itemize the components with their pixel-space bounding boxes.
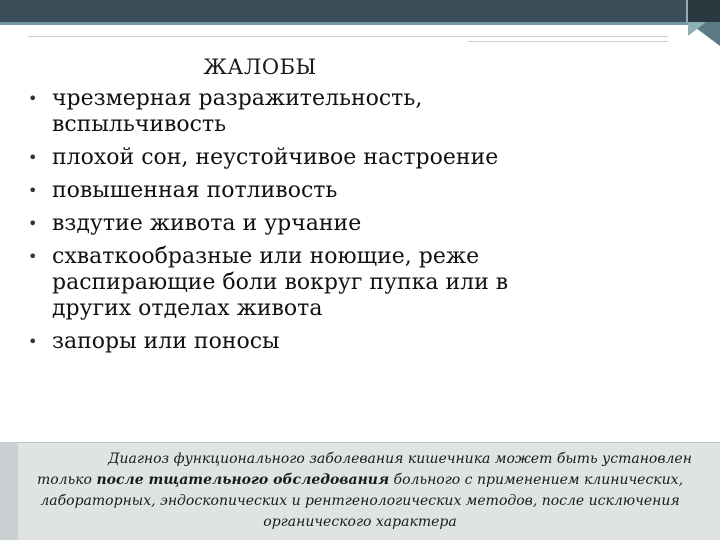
note-text-start: Диагноз функционального заболевания кишечника может быть установлен только [36, 451, 692, 488]
bullet-icon: • [28, 332, 38, 351]
accent-strip [0, 22, 720, 25]
complaints-list [22, 86, 532, 362]
bullet-icon: • [28, 89, 38, 108]
decorative-line [28, 36, 668, 37]
note-text-end: больного с применением клинических, лабораторных, эндоскопических и рентгенологических методов, после исключения органического характера [40, 472, 684, 530]
bullet-icon: • [28, 181, 38, 200]
list-item [22, 86, 532, 138]
top-decorative-band [0, 0, 720, 22]
list-item [22, 145, 532, 171]
list-item [22, 211, 532, 237]
list-item-text: чрезмерная разражительность, вспыльчивость [52, 86, 423, 137]
list-item [22, 178, 532, 204]
list-item-text: вздутие живота и урчание [52, 211, 362, 236]
list-item-text: запоры или поносы [52, 329, 280, 354]
slide-title: ЖАЛОБЫ [203, 55, 317, 79]
list-item-text: схваткообразные или ноющие, реже распирающие боли вокруг пупка или в других отделах живота [52, 244, 509, 321]
bullet-icon: • [28, 214, 38, 233]
diagnosis-note [20, 449, 700, 533]
footer-side-strip [0, 442, 18, 540]
corner-block [688, 0, 720, 22]
decorative-line [468, 41, 668, 42]
bullet-icon: • [28, 148, 38, 167]
list-item [22, 244, 532, 322]
bullet-icon: • [28, 247, 38, 266]
list-item-text: плохой сон, неустойчивое настроение [52, 145, 499, 170]
list-item-text: повышенная потливость [52, 178, 338, 203]
note-emphasis: после тщательного обследования [96, 472, 390, 488]
list-item [22, 329, 532, 355]
corner-fold-icon [688, 22, 720, 46]
